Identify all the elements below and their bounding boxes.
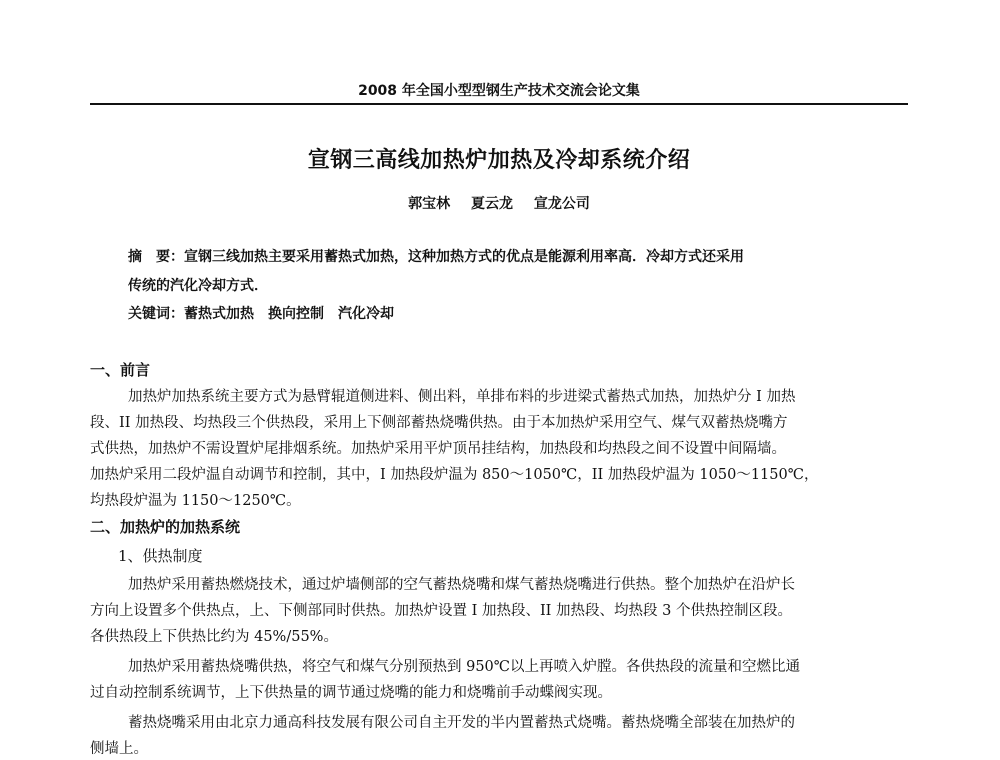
keywords-line: [128, 303, 394, 323]
keywords-text: 蓄热式加热 换向控制 汽化冷却: [184, 306, 394, 322]
paragraph-line: 各供热段上下供热比约为 45%/55%。: [90, 629, 338, 645]
abstract-line: [128, 246, 744, 266]
paragraph-line: 式供热，加热炉不需设置炉尾排烟系统。加热炉采用平炉顶吊挂结构，加热段和均热段之间不设置中间隔墙。: [90, 441, 786, 457]
paragraph-line: 加热炉采用蓄热烧嘴供热，将空气和煤气分别预热到 950℃以上再喷入炉膛。各供热段的流量和空燃比通: [128, 659, 801, 675]
paragraph-line: 蓄热烧嘴采用由北京力通高科技发展有限公司自主开发的半内置蓄热式烧嘴。蓄热烧嘴全部装在加热炉的: [128, 715, 795, 731]
author-affiliation: 宣龙公司: [533, 196, 590, 212]
running-header: 2008 年全国小型型钢生产技术交流会论文集: [358, 83, 640, 99]
paragraph-line: 段、II 加热段、均热段三个供热段，采用上下侧部蓄热烧嘴供热。由于本加热炉采用空气、煤气双蓄热烧嘴方: [90, 415, 788, 431]
paragraph-line: 均热段炉温为 1150～1250℃。: [90, 493, 301, 509]
paper-title: 宣钢三高线加热炉加热及冷却系统介绍: [307, 147, 691, 173]
author-name: 夏云龙: [471, 196, 513, 212]
subsection-heading: 1、供热制度: [118, 547, 203, 565]
paragraph-line: 过自动控制系统调节，上下供热量的调节通过烧嘴的能力和烧嘴前手动蝶阀实现。: [90, 685, 612, 701]
paragraph-line: 加热炉采用蓄热燃烧技术，通过炉墙侧部的空气蓄热烧嘴和煤气蓄热烧嘴进行供热。整个加热炉在沿炉长: [128, 577, 795, 593]
keywords-label: 关键词：: [128, 306, 184, 322]
author-name: 郭宝林: [408, 196, 451, 212]
paragraph-line: 加热炉加热系统主要方式为悬臂辊道侧进料、侧出料，单排布料的步进梁式蓄热式加热，加热炉分 I 加热: [128, 389, 796, 405]
abstract-label: 摘 要：: [128, 249, 184, 265]
paragraph-line: 加热炉采用二段炉温自动调节和控制，其中，I 加热段炉温为 850～1050℃，II 加热段炉温为 1050～1150℃，: [90, 467, 819, 483]
section-heading: 一、前言: [90, 361, 151, 379]
header-rule: [90, 103, 908, 105]
paragraph-line: 方向上设置多个供热点，上、下侧部同时供热。加热炉设置 I 加热段、II 加热段、均热段 3 个供热控制区段。: [90, 603, 792, 619]
author-list: [90, 193, 908, 213]
section-heading: 二、加热炉的加热系统: [90, 518, 241, 536]
abstract-text: 宣钢三线加热主要采用蓄热式加热，这种加热方式的优点是能源利用率高．冷却方式还采用: [184, 249, 744, 265]
abstract-text: 传统的汽化冷却方式．: [128, 278, 268, 294]
paragraph-line: 侧墙上。: [90, 741, 148, 757]
